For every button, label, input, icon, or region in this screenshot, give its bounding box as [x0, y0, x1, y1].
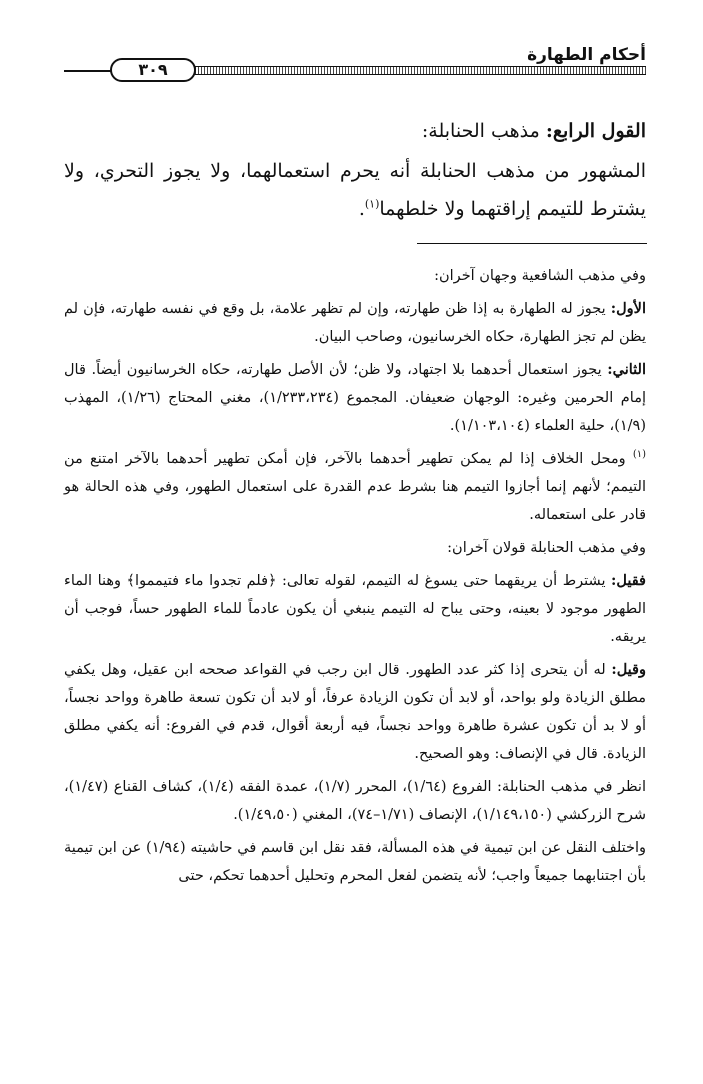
section-heading	[64, 114, 646, 148]
qil1-label: فقيل:	[611, 572, 646, 589]
heading-rest: مذهب الحنابلة:	[421, 120, 546, 142]
second-label: الثاني:	[607, 361, 646, 378]
first-text: يجوز له الطهارة به إذا ظن طهارته، وإن لم تظهر علامة، بل وقع في نفسه طهارته، فإن لم يظن لم تجز الطهارة، حكاه الخرسانيون، وصاحب البيان.	[64, 301, 646, 345]
qil2-text: له أن يتحرى إذا كثر عدد الطهور. قال ابن رجب في القواعد صححه ابن عقيل، وهل يكفي مطلق الزيادة ولو بواحد، أو لابد أن تكون الزيادة عرفاً، أو لابد أن تكون تسعة طاهرة وواحد نجساً، أو لا بد أن تكون عشرة طاهرة وواحد نجساً، فيه أربعة أقوال، قدم في الفروع: أنه يكفي مطلق الزيادة. قال في الإنصاف: وهو الصحيح.	[64, 662, 646, 762]
note-first	[64, 295, 646, 351]
qil2-label: وقيل:	[611, 661, 646, 678]
footnotes	[64, 262, 646, 895]
first-label: الأول:	[610, 300, 646, 317]
main-text	[64, 114, 646, 228]
main-paragraph-text: المشهور من مذهب الحنابلة أنه يحرم استعمالهما، ولا يجوز التحري، ولا يشترط للتيمم إراقتهما ولا خلطهما	[64, 160, 646, 220]
ibn-taymiyya-note: واختلف النقل عن ابن تيمية في هذه المسألة، فقد نقل ابن قاسم في حاشيته (١/٩٤) عن ابن تيمية بأن اجتنابهما جميعاً واجب؛ لأنه يتضمن لفعل المحرم وتحليل أحدهما تحكم، حتى	[64, 840, 646, 884]
footnote-1-text: ومحل الخلاف إذا لم يمكن تطهير أحدهما بالآخر، فإن أمكن تطهير أحدهما بالآخر امتنع من التيمم؛ لأنهم إنما أجازوا التيمم هنا بشرط عدم القدرة على استعمال الطهور، وفي هذه الحالة هو قادر على استعماله.	[64, 451, 646, 523]
note-qil-2	[64, 656, 646, 768]
footnote-reference: (١)	[364, 197, 380, 211]
main-paragraph-period: .	[358, 198, 365, 220]
footnote-1	[64, 445, 646, 529]
footnote-number: (١)	[632, 449, 646, 461]
footnote-separator	[417, 243, 647, 244]
hanbali-references: انظر في مذهب الحنابلة: الفروع (١/٦٤)، المحرر (١/٧)، عمدة الفقه (١/٤)، كشاف القناع (١/٤٧)، شرح الزركشي (١/١٤٩،١٥٠)، الإنصاف (١/٧١–٧٤)، المغني (١/٤٩،٥٠).	[64, 779, 646, 823]
hanbali-intro: وفي مذهب الحنابلة قولان آخران:	[447, 540, 646, 556]
page-number: ٣٠٩	[110, 58, 196, 82]
heading-lead: القول الرابع:	[545, 120, 646, 142]
qil1-text: يشترط أن يريقهما حتى يسوغ له التيمم، لقوله تعالى: ﴿فلم تجدوا ماء فتيمموا﴾ وهنا الماء الطهور موجود لا بعينه، وحتى يباح له التيمم ينبغي أن يكون عادماً للماء الطهور حساً، فوجب أن يريقه.	[64, 573, 646, 645]
running-title: أحكام الطهارة	[527, 45, 646, 65]
note-second	[64, 356, 646, 440]
shafii-intro: وفي مذهب الشافعية وجهان آخران:	[434, 268, 646, 284]
header-hatched-rule	[156, 66, 646, 75]
main-paragraph	[64, 152, 646, 228]
page-header	[64, 44, 646, 84]
second-text: يجوز استعمال أحدهما بلا اجتهاد، ولا ظن؛ لأن الأصل طهارته، حكاه الخرسانيون أيضاً. قال إمام الحرمين وغيره: الوجهان ضعيفان. المجموع (١/٢٣٣،٢٣٤)، مغني المحتاج (١/٢٦)، المهذب (١/٩)، حلية العلماء (١/١٠٣،١٠٤).	[64, 362, 646, 434]
note-qil-1	[64, 567, 646, 651]
